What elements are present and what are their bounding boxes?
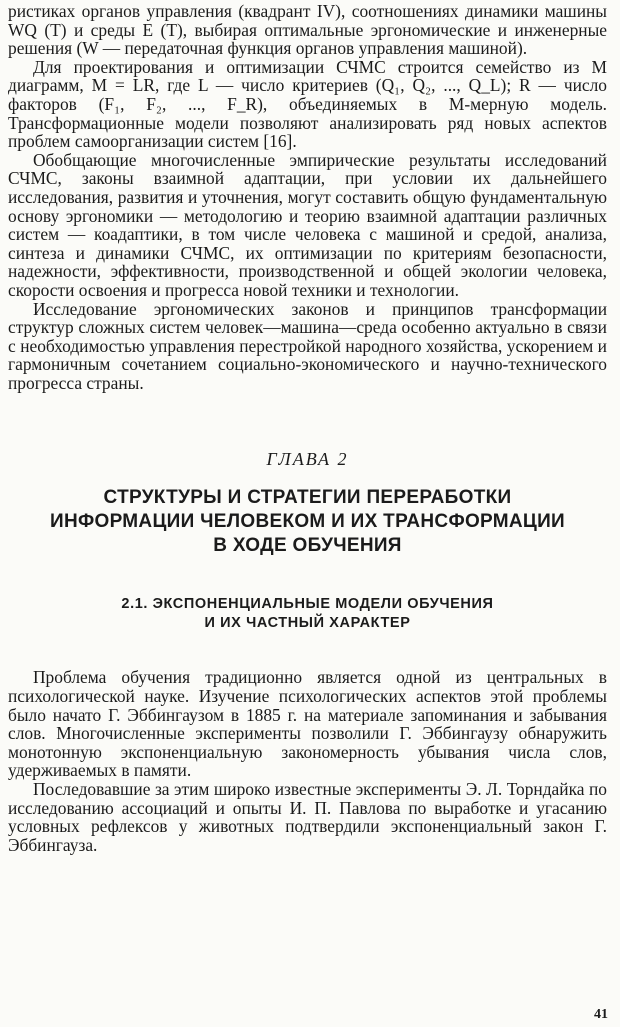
chapter-label: ГЛАВА 2 xyxy=(266,449,349,470)
page-number: 41 xyxy=(594,1007,608,1022)
paragraph-thorndike-pavlov: Последовавшие за этим широко известные эксперименты Э. Л. Торндайка по исследованию ассоциаций и опыты И. П. Павлова по выработке и угасанию условных рефлексов у животных подтвердили экспоненциальный закон Г. Эббингауза. xyxy=(8,779,607,855)
section-title-line-2: И ИХ ЧАСТНЫЙ ХАРАКТЕР xyxy=(204,615,411,632)
paragraph-diagrams: Для проектирования и оптимизации СЧМС строится семейство из M диаграмм, M = LR, где L — число критериев (Q₁, Q₂, ..., Q_L); R — число факторов (F₁, F₂, ..., F_R), объединяемых в M-мерную модель. Трансформационные модели позволяют анализировать ряд новых аспектов проблем самоорганизации систем [16]. xyxy=(8,56,607,152)
chapter-title-line-2: ИНФОРМАЦИИ ЧЕЛОВЕКОМ И ИХ ТРАНСФОРМАЦИИ xyxy=(50,511,565,533)
chapter-title-line-3: В ХОДЕ ОБУЧЕНИЯ xyxy=(213,535,402,557)
chapter-title xyxy=(8,486,607,558)
section-title xyxy=(8,595,607,633)
book-page xyxy=(0,2,620,1027)
chapter-title-line-1: СТРУКТУРЫ И СТРАТЕГИИ ПЕРЕРАБОТКИ xyxy=(103,487,512,509)
section-body xyxy=(8,668,607,854)
paragraph-transformation: Исследование эргономических законов и принципов трансформации структур сложных систем человек—машина—среда особенно актуально в связи с необходимостью управления перестройкой народного хозяйства, ускорением и гармоничным сочетанием социально-экономического и научно-технического прогресса страны. xyxy=(8,298,607,393)
paragraph-coadaptics: Обобщающие многочисленные эмпирические результаты исследований СЧМС, законы взаимной адаптации, при условии их дальнейшего исследования, развития и уточнения, могут составить общую фундаментальную основу эргономики — методологию и теорию взаимной адаптации различных систем — коадаптики, в том числе человека с машиной и средой, анализа, синтеза и динамики СЧМС, их оптимизации по критериям безопасности, надежности, эффективности, производственной и общей экологии человека, скорости освоения и прогресса новой техники и технологии. xyxy=(8,149,607,300)
paragraph-learning-problem: Проблема обучения традиционно является одной из центральных в психологической науке. Изучение психологических аспектов этой проблемы было начато Г. Эббингаузом в 1885 г. на материале запоминания и забывания слов. Многочисленные эксперименты позволили Г. Эббингаузу обнаружить монотонную экспоненциальную закономерность убывания числа слов, удерживаемых в памяти. xyxy=(8,667,607,781)
paragraph-quadrant: ристиках органов управления (квадрант IV), соотношениях динамики машины WQ (T) и среды E (T), выбирая оптимальные эргономические и инженерные решения (W — передаточная функция органов управления машиной). xyxy=(8,1,607,59)
section-title-line-1: 2.1. ЭКСПОНЕНЦИАЛЬНЫЕ МОДЕЛИ ОБУЧЕНИЯ xyxy=(121,596,494,613)
